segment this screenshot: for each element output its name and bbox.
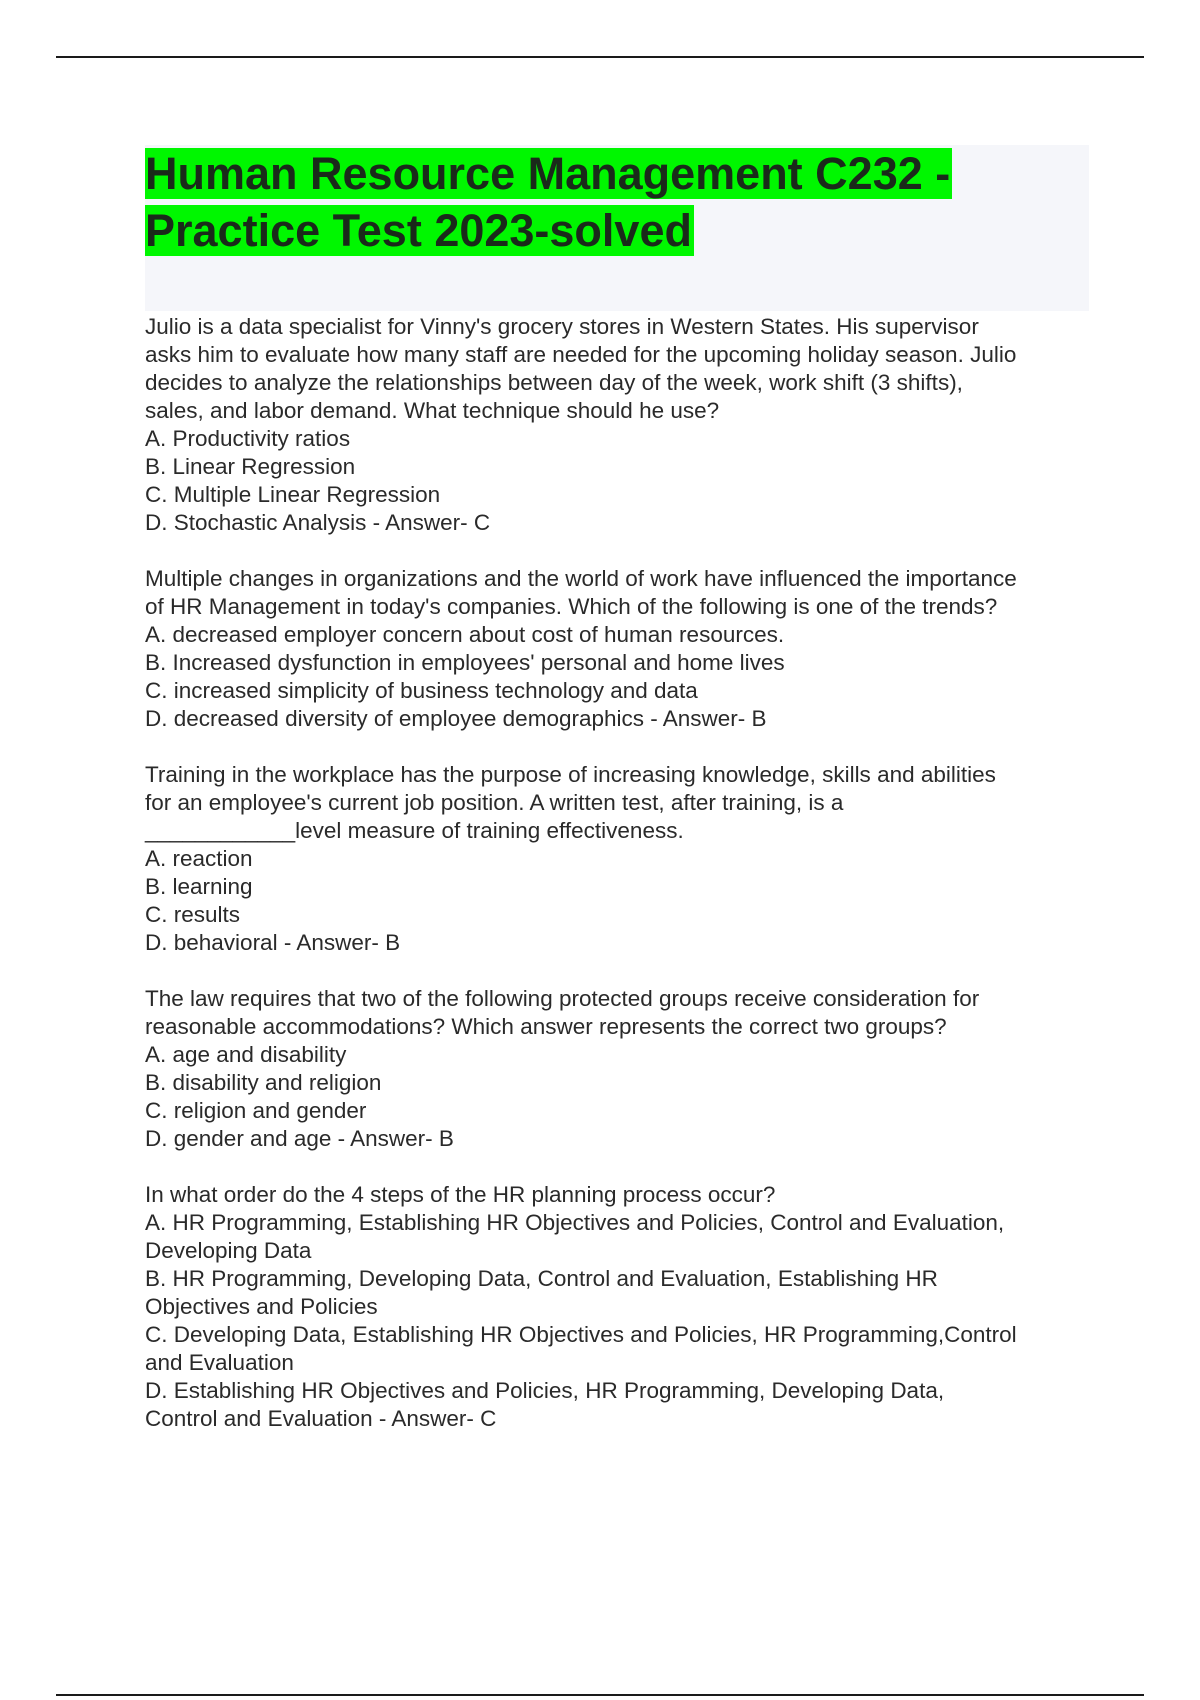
answer-option: Objectives and Policies [145,1294,378,1319]
question-5 [145,1181,1089,1433]
document-title-line-1: Human Resource Management C232 - [145,148,951,199]
answer-option: C. religion and gender [145,1098,367,1123]
answer-option: A. HR Programming, Establishing HR Objectives and Policies, Control and Evaluation, [145,1210,1005,1235]
answer-option: C. Multiple Linear Regression [145,482,441,507]
answer-option: A. reaction [145,846,253,871]
answer-option: A. decreased employer concern about cost of human resources. [145,622,785,647]
questions-list [145,313,1089,1461]
answer-option: B. HR Programming, Developing Data, Control and Evaluation, Establishing HR [145,1266,938,1291]
answer-option: D. Stochastic Analysis - Answer- C [145,510,491,535]
question-text-line: The law requires that two of the following protected groups receive consideration for [145,986,980,1011]
answer-option: D. gender and age - Answer- B [145,1126,454,1151]
answer-option: C. results [145,902,241,927]
answer-option: Developing Data [145,1238,312,1263]
answer-option: D. behavioral - Answer- B [145,930,401,955]
question-text-line: Multiple changes in organizations and the world of work have influenced the importance [145,566,1017,591]
question-4 [145,985,1089,1153]
answer-option: C. increased simplicity of business technology and data [145,678,698,703]
question-text-line: Julio is a data specialist for Vinny's grocery stores in Western States. His supervisor [145,314,979,339]
question-text-line: sales, and labor demand. What technique should he use? [145,398,720,423]
document-title [145,145,1089,259]
question-text-line: for an employee's current job position. A written test, after training, is a [145,790,844,815]
question-1 [145,313,1089,537]
top-rule [56,56,1144,58]
question-2 [145,565,1089,733]
answer-option: B. disability and religion [145,1070,382,1095]
answer-option: B. learning [145,874,253,899]
question-text-line: decides to analyze the relationships between day of the week, work shift (3 shifts), [145,370,963,395]
question-text-line: Training in the workplace has the purpose of increasing knowledge, skills and abilities [145,762,996,787]
document-title-line-2: Practice Test 2023-solved [145,205,692,256]
question-text-line: of HR Management in today's companies. Which of the following is one of the trends? [145,594,998,619]
answer-option: A. Productivity ratios [145,426,351,451]
answer-option: B. Increased dysfunction in employees' personal and home lives [145,650,785,675]
bottom-rule [56,1694,1144,1696]
question-text-line: asks him to evaluate how many staff are needed for the upcoming holiday season. Julio [145,342,1017,367]
question-text-line: In what order do the 4 steps of the HR planning process occur? [145,1182,776,1207]
question-3 [145,761,1089,957]
answer-option: D. Establishing HR Objectives and Policies, HR Programming, Developing Data, [145,1378,945,1403]
answer-option: B. Linear Regression [145,454,356,479]
question-text-line: ____________level measure of training effectiveness. [145,818,684,843]
answer-option: and Evaluation [145,1350,294,1375]
question-text-line: reasonable accommodations? Which answer represents the correct two groups? [145,1014,947,1039]
answer-option: D. decreased diversity of employee demographics - Answer- B [145,706,767,731]
answer-option: Control and Evaluation - Answer- C [145,1406,497,1431]
answer-option: A. age and disability [145,1042,347,1067]
answer-option: C. Developing Data, Establishing HR Objectives and Policies, HR Programming,Control [145,1322,1017,1347]
title-block [145,145,1089,311]
